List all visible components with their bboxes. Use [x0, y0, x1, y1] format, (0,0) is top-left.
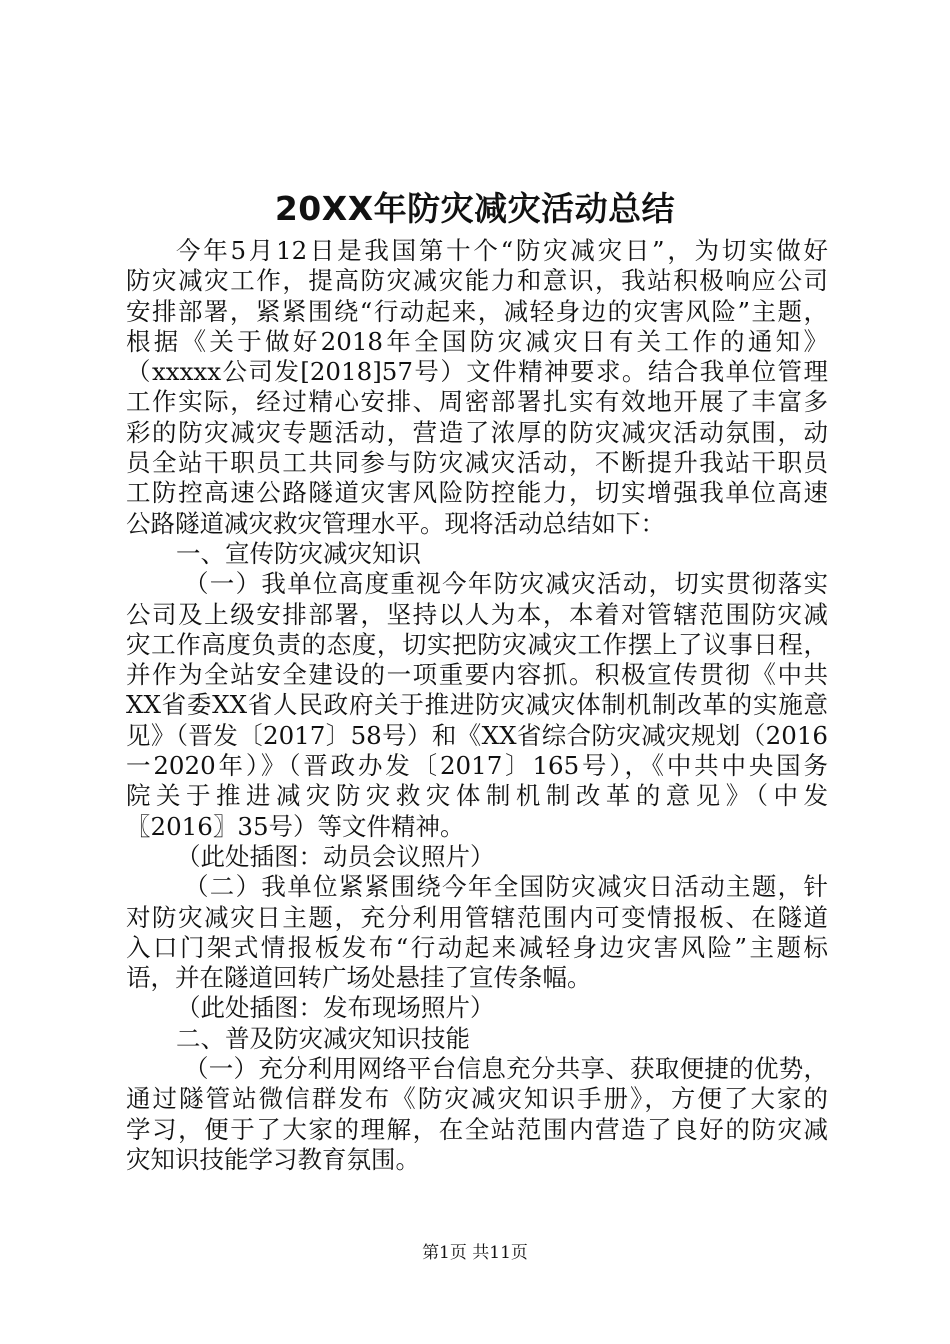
text-line: 学习，便于了大家的理解，在全站范围内营造了良好的防灾减: [126, 1114, 828, 1144]
text-line: 工作实际，经过精心安排、周密部署扎实有效地开展了丰富多: [126, 387, 828, 417]
text-line: 见》（晋发〔2017〕58号）和《XX省综合防灾减灾规划（2016: [126, 720, 828, 750]
text-line: 彩的防灾减灾专题活动，营造了浓厚的防灾减灾活动氛围，动: [126, 417, 828, 447]
text-line: 语，并在隧道回转广场处悬挂了宣传条幅。: [126, 963, 592, 993]
text-line: 〖2016〗35号）等文件精神。: [126, 811, 465, 841]
text-line: 工防控高速公路隧道灾害风险防控能力，切实增强我单位高速: [126, 478, 828, 508]
text-line: 一2020年）》（晋政办发〔2017〕165号），《中共中央国务: [126, 751, 828, 781]
text-line: 根据《关于做好2018年全国防灾减灾日有关工作的通知》: [126, 326, 828, 356]
text-line: 入口门架式情报板发布“行动起来减轻身边灾害风险”主题标: [126, 932, 828, 962]
image-placeholder-note: （此处插图：发布现场照片）: [176, 993, 495, 1023]
text-line: 公司及上级安排部署，坚持以人为本，本着对管辖范围防灾减: [126, 599, 828, 629]
text-line: 对防灾减灾日主题，充分利用管辖范围内可变情报板、在隧道: [126, 902, 828, 932]
text-line: 院关于推进减灾防灾救灾体制机制改革的意见》（中发: [126, 781, 828, 811]
page-title: 20XX年防灾减灾活动总结: [274, 189, 676, 228]
text-line: 并作为全站安全建设的一项重要内容抓。积极宣传贯彻《中共: [126, 660, 828, 690]
text-line: 安排部署，紧紧围绕“行动起来，减轻身边的灾害风险”主题，: [126, 296, 828, 326]
text-line: 灾工作高度负责的态度，切实把防灾减灾工作摆上了议事日程，: [126, 629, 828, 659]
section-heading: 一、宣传防灾减灾知识: [176, 538, 421, 568]
text-line: 公路隧道减灾救灾管理水平。现将活动总结如下：: [126, 508, 665, 538]
section-heading: 二、普及防灾减灾知识技能: [176, 1023, 470, 1053]
text-line: （一）充分利用网络平台信息充分共享、获取便捷的优势，: [184, 1054, 828, 1084]
text-line: XX省委XX省人民政府关于推进防灾减灾体制机制改革的实施意: [126, 690, 828, 720]
text-line: 员全站干职员工共同参与防灾减灾活动，不断提升我站干职员: [126, 448, 828, 478]
text-line: 通过隧管站微信群发布《防灾减灾知识手册》，方便了大家的: [126, 1084, 828, 1114]
text-line: 防灾减灾工作，提高防灾减灾能力和意识，我站积极响应公司: [126, 266, 828, 296]
document-body: [126, 236, 828, 1175]
page-footer: 第1页 共11页: [422, 1243, 528, 1263]
text-line: 灾知识技能学习教育氛围。: [126, 1144, 420, 1174]
text-line: 今年5月12日是我国第十个“防灾减灾日”，为切实做好: [176, 236, 828, 265]
text-line: （一）我单位高度重视今年防灾减灾活动，切实贯彻落实: [184, 569, 828, 599]
image-placeholder-note: （此处插图：动员会议照片）: [176, 841, 495, 871]
text-line: （xxxxx公司发[2018]57号）文件精神要求。结合我单位管理: [126, 357, 828, 387]
text-line: （二）我单位紧紧围绕今年全国防灾减灾日活动主题，针: [184, 872, 828, 902]
